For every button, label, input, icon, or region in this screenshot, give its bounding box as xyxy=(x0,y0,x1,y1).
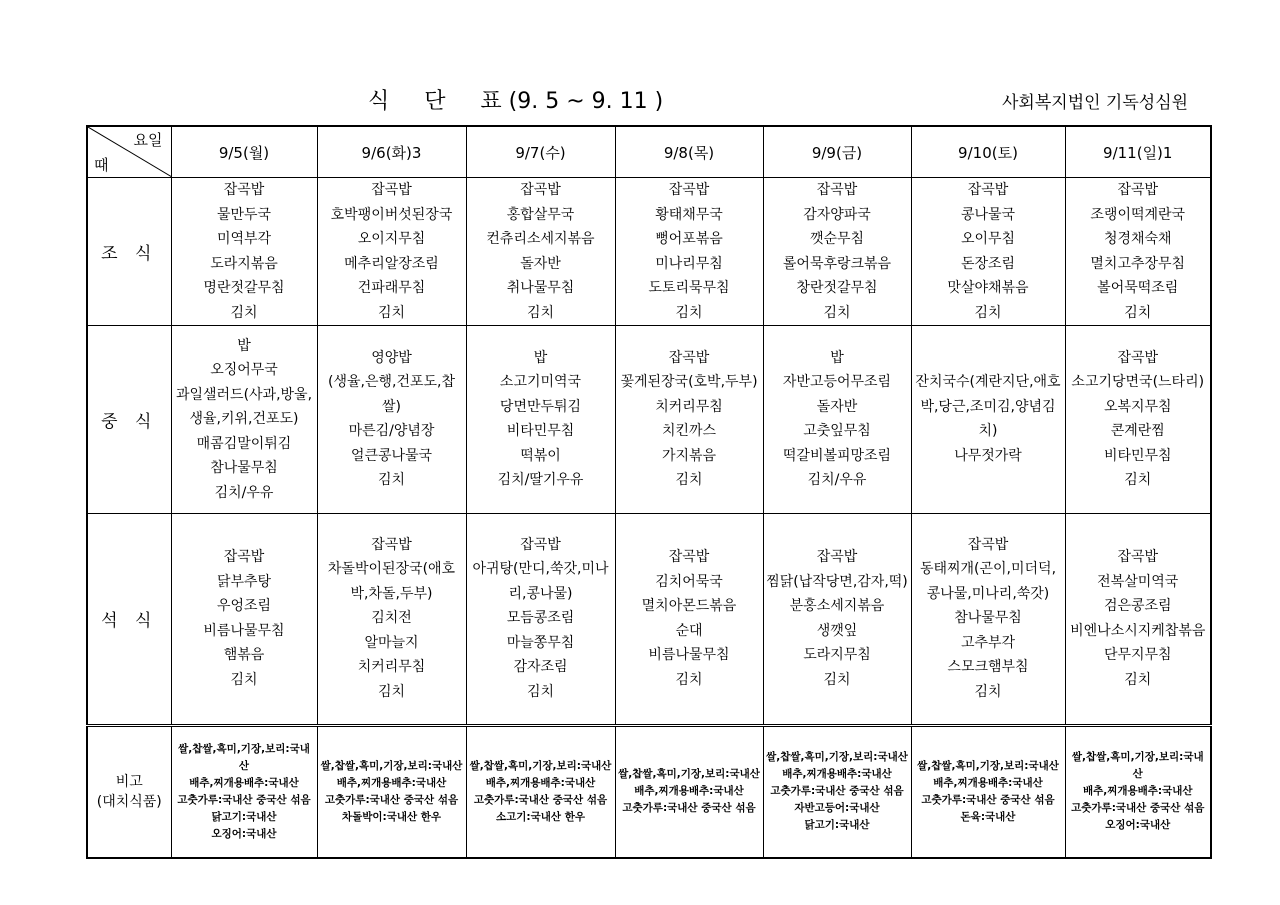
notes-label-line: 비고 xyxy=(115,773,143,790)
menu-item: 비엔나소시지케찹볶음 xyxy=(1070,622,1206,639)
menu-item: 알마늘지 xyxy=(364,634,419,651)
menu-item: 생깻잎 xyxy=(816,622,858,639)
menu-item: 미역부각 xyxy=(216,231,272,248)
menu-item: 떡갈비볼피망조림 xyxy=(782,447,892,464)
menu-cell xyxy=(763,178,911,326)
menu-cell xyxy=(466,178,615,326)
menu-cell xyxy=(171,178,317,326)
meal-label: 석 식 xyxy=(87,513,171,725)
menu-item: 떡볶이 xyxy=(520,447,561,464)
menu-cell xyxy=(1065,178,1211,326)
menu-item: 오이무침 xyxy=(960,231,1016,248)
menu-item: 잡곡밥 xyxy=(967,182,1009,199)
menu-item: 잡곡밥 xyxy=(371,536,412,553)
origin-note-cell xyxy=(763,725,911,858)
corner-cell xyxy=(87,126,171,178)
menu-item: 밥 xyxy=(830,349,844,366)
menu-cell xyxy=(1065,326,1211,513)
notes-row xyxy=(87,725,1211,858)
menu-item: 나무젓가락 xyxy=(954,447,1022,464)
menu-item: 감자양파국 xyxy=(803,206,871,223)
day-header: 9/7(수) xyxy=(466,126,615,178)
day-header: 9/6(화)3 xyxy=(317,126,466,178)
menu-item: 꽃게된장국(호박,두부) xyxy=(620,374,758,391)
menu-item: 자반고등어무조림 xyxy=(782,374,892,391)
menu-item: 김치 xyxy=(230,671,258,688)
menu-cell xyxy=(763,326,911,513)
origin-note-line: 닭고기:국내산 xyxy=(804,819,870,832)
menu-item: 김치 xyxy=(823,671,851,688)
menu-item: 볼어묵떡조림 xyxy=(1097,280,1179,297)
menu-item: 동태찌개(곤이,미더덕,콩나물,미나리,쑥갓) xyxy=(919,561,1057,602)
menu-item: 분홍소세지볶음 xyxy=(789,598,885,615)
menu-item: 메추리알장조림 xyxy=(344,255,439,272)
menu-item: 건파래무침 xyxy=(357,280,426,297)
menu-item: 김치/딸기우유 xyxy=(497,472,584,489)
origin-note-line: 고춧가루:국내산 중국산 섞음 xyxy=(770,785,904,798)
menu-item: 순대 xyxy=(675,622,703,639)
menu-item: 과일샐러드(사과,방울,생율,키위,건포도) xyxy=(175,386,313,428)
origin-note-line: 쌀,찹쌀,흑미,기장,보리:국내산 xyxy=(1071,751,1204,781)
origin-note-line: 소고기:국내산 한우 xyxy=(496,810,585,823)
menu-item: 김치 xyxy=(974,304,1002,321)
menu-item: 햄볶음 xyxy=(223,647,265,664)
menu-item: 김치 xyxy=(377,304,406,321)
menu-item: 밥 xyxy=(237,337,251,354)
origin-note-cell xyxy=(911,725,1065,858)
origin-note-line: 오징어:국내산 xyxy=(211,827,277,840)
meal-label: 조 식 xyxy=(87,178,171,326)
menu-item: 김치 xyxy=(675,671,703,688)
day-header: 9/9(금) xyxy=(763,126,911,178)
origin-note-line: 고춧가루:국내산 중국산 섞음 xyxy=(324,793,459,806)
menu-item: 황태채무국 xyxy=(655,206,723,223)
menu-item: 비름나물무침 xyxy=(203,622,285,639)
origin-note-line: 배추,찌개용배추:국내산 xyxy=(485,776,596,789)
menu-cell xyxy=(317,513,466,725)
origin-note-line: 쌀,찹쌀,흑미,기장,보리:국내산 xyxy=(618,768,760,781)
menu-item: 김치 xyxy=(675,472,703,489)
menu-item: 오징어무국 xyxy=(210,362,278,379)
menu-cell xyxy=(763,513,911,725)
menu-item: 콩나물국 xyxy=(960,206,1016,223)
menu-item: 미나리무침 xyxy=(655,255,723,272)
day-header: 9/10(토) xyxy=(911,126,1065,178)
menu-item: 창란젓갈무침 xyxy=(796,280,878,297)
meal-row-breakfast xyxy=(87,178,1211,326)
menu-item: 김치 xyxy=(1124,671,1152,688)
origin-note-line: 쌀,찹쌀,흑미,기장,보리:국내산 xyxy=(917,759,1059,772)
menu-cell xyxy=(317,178,466,326)
menu-item: 감자조림 xyxy=(513,659,568,676)
menu-cell xyxy=(615,513,763,725)
menu-item: 잡곡밥 xyxy=(1117,549,1159,566)
origin-note-line: 배추,찌개용배추:국내산 xyxy=(933,776,1043,789)
menu-item: 오복지무침 xyxy=(1103,398,1172,415)
menu-item: 뻥어포볶음 xyxy=(655,231,723,248)
menu-item: 김치 xyxy=(675,304,703,321)
header-row xyxy=(87,126,1211,178)
menu-item: 김치 xyxy=(1124,304,1152,321)
meal-row-dinner xyxy=(87,513,1211,725)
origin-note-line: 쌀,찹쌀,흑미,기장,보리:국내산 xyxy=(320,759,463,772)
menu-item: 돌자반 xyxy=(816,398,858,415)
menu-item: 멸치아몬드볶음 xyxy=(641,598,737,615)
menu-table xyxy=(86,125,1212,859)
menu-item: 잡곡밥 xyxy=(816,182,858,199)
menu-item: 오이지무침 xyxy=(357,231,426,248)
menu-item: 김치 xyxy=(974,683,1002,700)
menu-item: 마늘쫑무침 xyxy=(506,634,575,651)
menu-item: 잡곡밥 xyxy=(668,182,710,199)
menu-item: 멸치고추장무침 xyxy=(1090,255,1186,272)
menu-item: 김치 xyxy=(377,683,406,700)
menu-item: 비름나물무침 xyxy=(648,647,730,664)
menu-item: 소고기미역국 xyxy=(499,374,582,391)
menu-cell xyxy=(615,326,763,513)
menu-item: 전복살미역국 xyxy=(1097,573,1179,590)
menu-item: 도라지볶음 xyxy=(210,255,278,272)
menu-item: 도라지무침 xyxy=(803,647,871,664)
menu-item: 김치 xyxy=(377,472,406,489)
origin-note-line: 차돌박이:국내산 한우 xyxy=(341,810,442,823)
menu-item: 잡곡밥 xyxy=(816,549,858,566)
origin-note-line: 자반고등어:국내산 xyxy=(794,802,880,815)
menu-item: 참나물무침 xyxy=(210,460,278,477)
menu-item: 김치 xyxy=(823,304,851,321)
meal-label: 중 식 xyxy=(87,326,171,513)
menu-cell xyxy=(171,513,317,725)
day-header: 9/5(월) xyxy=(171,126,317,178)
origin-note-line: 돈육:국내산 xyxy=(960,810,1016,823)
origin-note-line: 오징어:국내산 xyxy=(1105,819,1171,832)
menu-item: 김치/우유 xyxy=(214,484,274,501)
menu-item: 명란젓갈무침 xyxy=(203,280,285,297)
menu-item: 깻순무침 xyxy=(809,231,865,248)
menu-item: 맛살야채볶음 xyxy=(947,280,1029,297)
origin-note-line: 쌀,찹쌀,흑미,기장,보리:국내산 xyxy=(178,742,310,772)
menu-item: 홍합살무국 xyxy=(506,206,575,223)
menu-item: 소고기당면국(느타리) xyxy=(1071,374,1205,391)
origin-note-line: 배추,찌개용배추:국내산 xyxy=(336,776,447,789)
day-header: 9/8(목) xyxy=(615,126,763,178)
corner-label-meal: 때 xyxy=(94,156,109,175)
origin-note-line: 쌀,찹쌀,흑미,기장,보리:국내산 xyxy=(469,759,612,772)
menu-item: 비타민무침 xyxy=(1103,447,1172,464)
origin-note-line: 고춧가루:국내산 중국산 섞음 xyxy=(473,793,608,806)
menu-item: 롤어묵후랑크볶음 xyxy=(782,255,892,272)
menu-item: 검은콩조림 xyxy=(1103,598,1172,615)
menu-item: 영양밥 xyxy=(371,349,412,366)
menu-item: 고춧잎무침 xyxy=(803,423,871,440)
origin-note-line: 배추,찌개용배추:국내산 xyxy=(634,785,744,798)
origin-note-line: 배추,찌개용배추:국내산 xyxy=(1082,785,1193,798)
origin-note-line: 고춧가루:국내산 중국산 섞음 xyxy=(177,793,311,806)
menu-item: 김치 xyxy=(526,683,555,700)
origin-note-line: 고춧가루:국내산 중국산 섞음 xyxy=(1071,802,1205,815)
menu-item: 잡곡밥 xyxy=(668,549,710,566)
menu-item: 김치 xyxy=(1124,472,1152,489)
meal-row-lunch xyxy=(87,326,1211,513)
organization-name: 사회복지법인 기독성심원 xyxy=(1002,93,1189,113)
menu-item: 모듬콩조림 xyxy=(506,610,575,627)
menu-item: (생율,은행,건포도,찹쌀) xyxy=(327,374,455,415)
menu-item: 치커리무침 xyxy=(655,398,723,415)
menu-item: 컨츄리소세지볶음 xyxy=(486,231,595,248)
menu-item: 우엉조림 xyxy=(216,598,272,615)
menu-item: 잡곡밥 xyxy=(668,349,710,366)
menu-item: 김치어묵국 xyxy=(655,573,723,590)
menu-item: 김치/우유 xyxy=(807,472,867,489)
menu-item: 돌자반 xyxy=(520,255,561,272)
menu-item: 마른김/양념장 xyxy=(348,423,435,440)
origin-note-cell xyxy=(1065,725,1211,858)
menu-item: 밥 xyxy=(533,349,548,366)
menu-item: 찜닭(납작당면,감자,떡) xyxy=(766,573,908,590)
menu-cell xyxy=(317,326,466,513)
origin-note-line: 쌀,찹쌀,흑미,기장,보리:국내산 xyxy=(766,751,908,764)
notes-label-line: (대치식품) xyxy=(96,793,162,810)
menu-item: 잔치국수(계란지단,애호박,당근,조미김,양념김치) xyxy=(915,374,1061,440)
menu-item: 김치전 xyxy=(371,610,412,627)
origin-note-line: 고춧가루:국내산 중국산 섞음 xyxy=(622,802,756,815)
menu-cell xyxy=(911,513,1065,725)
menu-item: 잡곡밥 xyxy=(520,182,561,199)
menu-item: 도토리묵무침 xyxy=(648,280,730,297)
menu-cell xyxy=(615,178,763,326)
menu-item: 닭부추탕 xyxy=(216,573,272,590)
menu-item: 치킨까스 xyxy=(661,423,717,440)
origin-note-line: 고춧가루:국내산 중국산 섞음 xyxy=(921,793,1055,806)
page-title: 식 단 표 (9. 5 ~ 9. 11 ) xyxy=(368,89,664,114)
menu-item: 매콤김말이튀김 xyxy=(196,435,292,452)
menu-item: 잡곡밥 xyxy=(520,536,561,553)
menu-cell xyxy=(466,326,615,513)
notes-label xyxy=(87,725,171,858)
menu-item: 단무지무침 xyxy=(1103,647,1172,664)
menu-cell xyxy=(911,178,1065,326)
menu-item: 조랭이떡계란국 xyxy=(1090,206,1186,223)
menu-item: 아귀탕(만디,쑥갓,미나리,콩나물) xyxy=(472,561,609,602)
menu-item: 당면만두튀김 xyxy=(499,398,582,415)
menu-cell xyxy=(911,326,1065,513)
menu-cell xyxy=(171,326,317,513)
menu-item: 얼큰콩나물국 xyxy=(350,447,433,464)
menu-item: 가지볶음 xyxy=(661,447,717,464)
menu-item: 김치 xyxy=(230,304,258,321)
menu-item: 김치 xyxy=(526,304,555,321)
menu-item: 콘계란찜 xyxy=(1110,423,1165,440)
menu-item: 스모크햄부침 xyxy=(947,659,1029,676)
origin-note-cell xyxy=(317,725,466,858)
menu-item: 잡곡밥 xyxy=(223,549,265,566)
corner-label-day: 요일 xyxy=(133,131,163,149)
menu-item: 잡곡밥 xyxy=(1117,349,1159,366)
origin-note-cell xyxy=(466,725,615,858)
menu-item: 돈장조림 xyxy=(960,255,1016,272)
menu-item: 고추부각 xyxy=(960,634,1016,651)
origin-note-line: 배추,찌개용배추:국내산 xyxy=(782,768,892,781)
day-header: 9/11(일)1 xyxy=(1065,126,1211,178)
menu-item: 청경채숙채 xyxy=(1103,231,1172,248)
menu-cell xyxy=(466,513,615,725)
menu-item: 물만두국 xyxy=(216,206,272,223)
menu-item: 치커리무침 xyxy=(357,659,426,676)
menu-item: 비타민무침 xyxy=(506,423,575,440)
menu-item: 잡곡밥 xyxy=(967,536,1009,553)
menu-item: 참나물무침 xyxy=(954,610,1022,627)
origin-note-cell xyxy=(615,725,763,858)
menu-item: 잡곡밥 xyxy=(223,182,265,199)
origin-note-cell xyxy=(171,725,317,858)
menu-item: 잡곡밥 xyxy=(1117,182,1159,199)
menu-item: 호박팽이버섯된장국 xyxy=(330,206,453,223)
menu-item: 취나물무침 xyxy=(506,280,575,297)
origin-note-line: 배추,찌개용배추:국내산 xyxy=(189,776,299,789)
menu-cell xyxy=(1065,513,1211,725)
menu-item: 차돌박이된장국(애호박,차돌,두부) xyxy=(327,561,456,602)
origin-note-line: 닭고기:국내산 xyxy=(211,810,277,823)
menu-item: 잡곡밥 xyxy=(371,182,412,199)
